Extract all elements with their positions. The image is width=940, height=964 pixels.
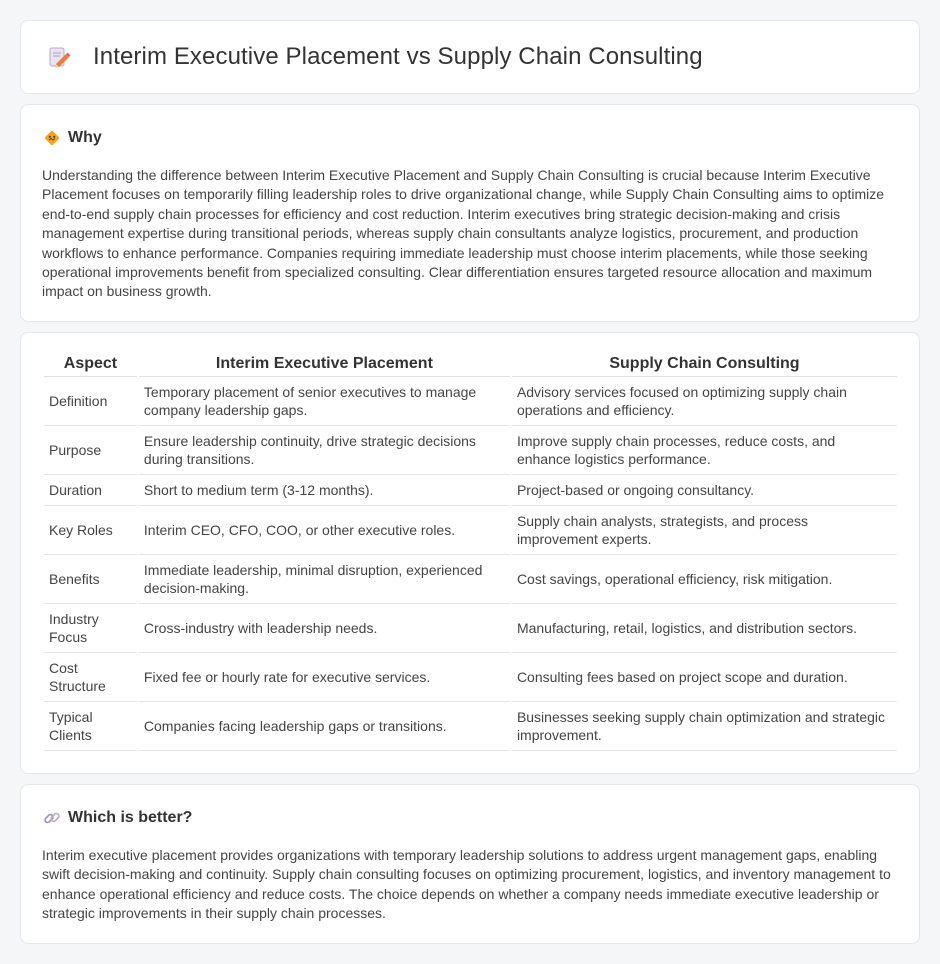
row-interim-cell: Interim CEO, CFO, COO, or other executive roles. [139,506,510,555]
row-supply-cell: Project-based or ongoing consultancy. [512,475,897,506]
row-interim-cell: Immediate leadership, minimal disruption, experienced decision-making. [139,555,510,604]
row-aspect: Purpose [44,426,137,475]
row-aspect: Definition [44,377,137,426]
row-supply-cell: Businesses seeking supply chain optimization and strategic improvement. [512,702,897,751]
row-supply-cell: Consulting fees based on project scope and duration. [512,653,897,702]
row-aspect: Benefits [44,555,137,604]
row-interim-cell: Companies facing leadership gaps or transitions. [139,702,510,751]
header-aspect: Aspect [44,353,137,377]
row-supply-cell: Cost savings, operational efficiency, risk mitigation. [512,555,897,604]
row-interim-cell: Temporary placement of senior executives to manage company leadership gaps. [139,377,510,426]
row-interim-cell: Short to medium term (3-12 months). [139,475,510,506]
table-row [44,426,897,475]
which-is-better-card [20,784,920,944]
row-supply-cell: Manufacturing, retail, logistics, and distribution sectors. [512,604,897,653]
table-row [44,653,897,702]
row-aspect: Duration [44,475,137,506]
header-interim-executive: Interim Executive Placement [139,353,510,377]
row-supply-cell: Supply chain analysts, strategists, and process improvement experts. [512,506,897,555]
better-title: Which is better? [68,809,193,826]
pencil-document-icon [47,45,71,69]
why-title: Why [68,129,102,146]
header-supply-chain: Supply Chain Consulting [512,353,897,377]
table-row [44,475,897,506]
row-aspect: Industry Focus [44,604,137,653]
row-aspect: Typical Clients [44,702,137,751]
why-paragraph: Understanding the difference between Interim Executive Placement and Supply Chain Consulting is crucial because Interim Executive Placement focuses on temporarily filling leadership roles to drive organizational change, while Supply Chain Consulting aims to optimize end-to-end supply chain processes for efficiency and cost reduction. Interim executives bring strategic decision-making and crisis management expertise during transitional periods, whereas supply chain consultants analyze logistics, procurement, and production workflows to enhance performance. Companies requiring immediate leadership must choose interim placements, while those seeking operational improvements benefit from specialized consulting. Clear differentiation ensures targeted resource allocation and maximum impact on business growth. [42,167,884,300]
row-supply-cell: Improve supply chain processes, reduce costs, and enhance logistics performance. [512,426,897,475]
title-card [20,20,920,94]
table-header-row [44,353,897,377]
better-heading [43,809,192,827]
row-interim-cell: Fixed fee or hourly rate for executive services. [139,653,510,702]
comparison-table-card [20,332,920,774]
row-interim-cell: Ensure leadership continuity, drive strategic decisions during transitions. [139,426,510,475]
row-interim-cell: Cross-industry with leadership needs. [139,604,510,653]
table-row [44,377,897,426]
table-row [44,604,897,653]
better-paragraph: Interim executive placement provides organizations with temporary leadership solutions to address urgent management gaps, enabling swift decision-making and continuity. Supply chain consulting focuses on optimizing procurement, logistics, and inventory management to enhance operational efficiency and reduce costs. The choice depends on whether a company needs immediate executive leadership or strategic improvements in their supply chain processes. [42,847,891,922]
row-supply-cell: Advisory services focused on optimizing supply chain operations and efficiency. [512,377,897,426]
row-aspect: Key Roles [44,506,137,555]
why-heading [43,129,102,147]
comparison-table [42,353,899,751]
link-icon [43,809,61,827]
why-card [20,104,920,322]
table-row [44,555,897,604]
table-row [44,702,897,751]
row-aspect: Cost Structure [44,653,137,702]
caution-sign-icon [43,129,61,147]
page-title: Interim Executive Placement vs Supply Chain Consulting [93,43,703,70]
table-row [44,506,897,555]
